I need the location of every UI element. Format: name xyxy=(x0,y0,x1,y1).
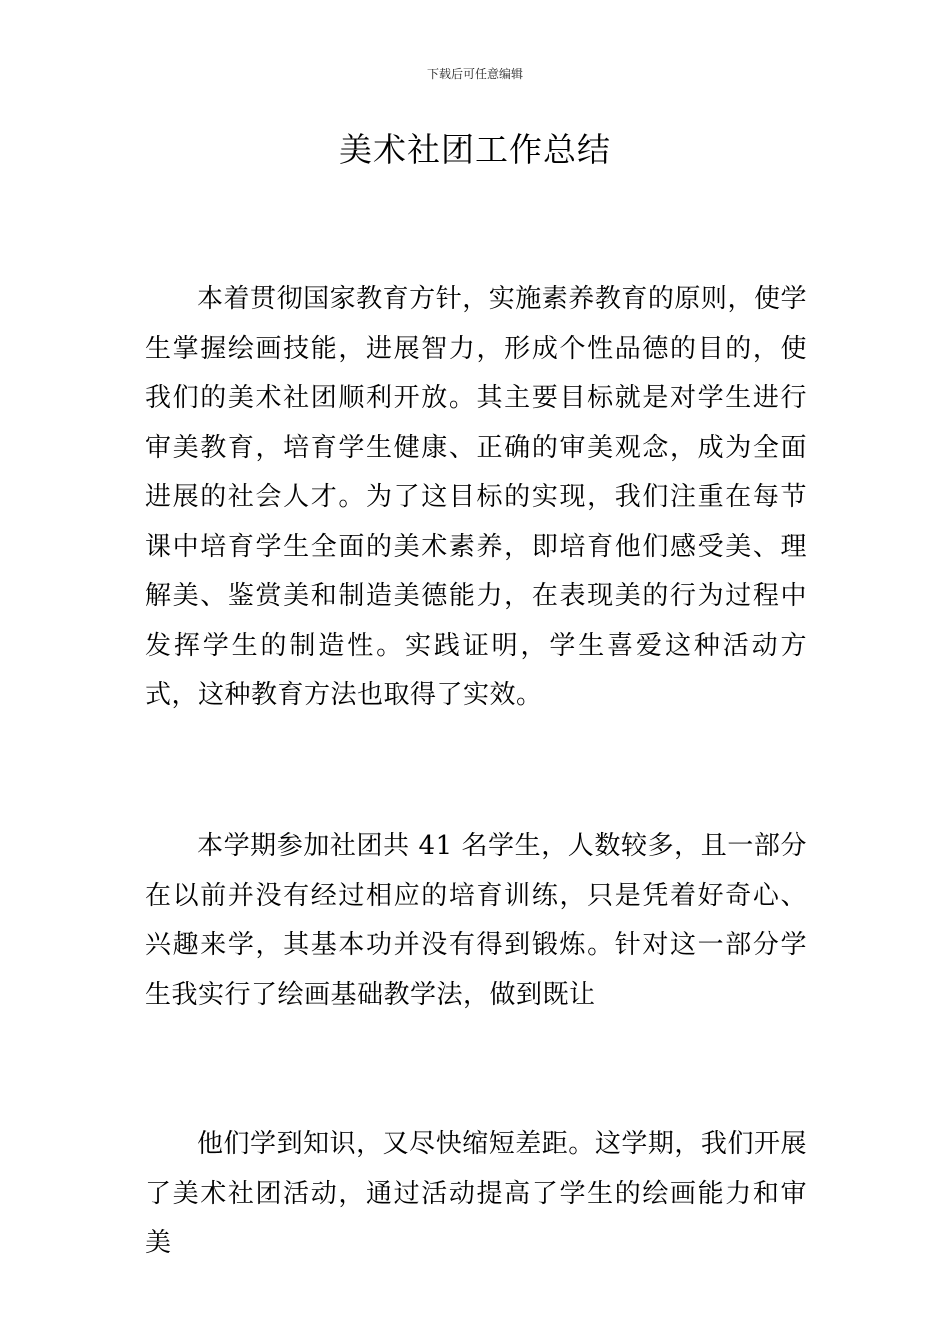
paragraph-3: 他们学到知识，又尽快缩短差距。这学期，我们开展了美术社团活动，通过活动提高了学生的绘画能力和审美 xyxy=(145,1129,807,1258)
paragraph-1: 本着贯彻国家教育方针，实施素养教育的原则，使学生掌握绘画技能，进展智力，形成个性品德的目的，使我们的美术社团顺利开放。其主要目标就是对学生进行审美教育，培育学生健康、正确的审美观念，成为全面进展的社会人才。为了这目标的实现，我们注重在每节课中培育学生全面的美术素养，即培育他们感受美、理解美、鉴赏美和制造美德能力，在表现美的行为过程中发挥学生的制造性。实践证明，学生喜爱这种活动方式，这种教育方法也取得了实效。 xyxy=(145,284,807,710)
paragraph-2: 本学期参加社团共 41 名学生，人数较多，且一部分在以前并没有经过相应的培育训练，只是凭着好奇心、兴趣来学，其基本功并没有得到锻炼。针对这一部分学生我实行了绘画基础教学法，做到既让 xyxy=(145,831,807,1010)
header-note: 下载后可任意编辑 xyxy=(426,67,523,81)
document-title: 美术社团工作总结 xyxy=(339,130,611,169)
